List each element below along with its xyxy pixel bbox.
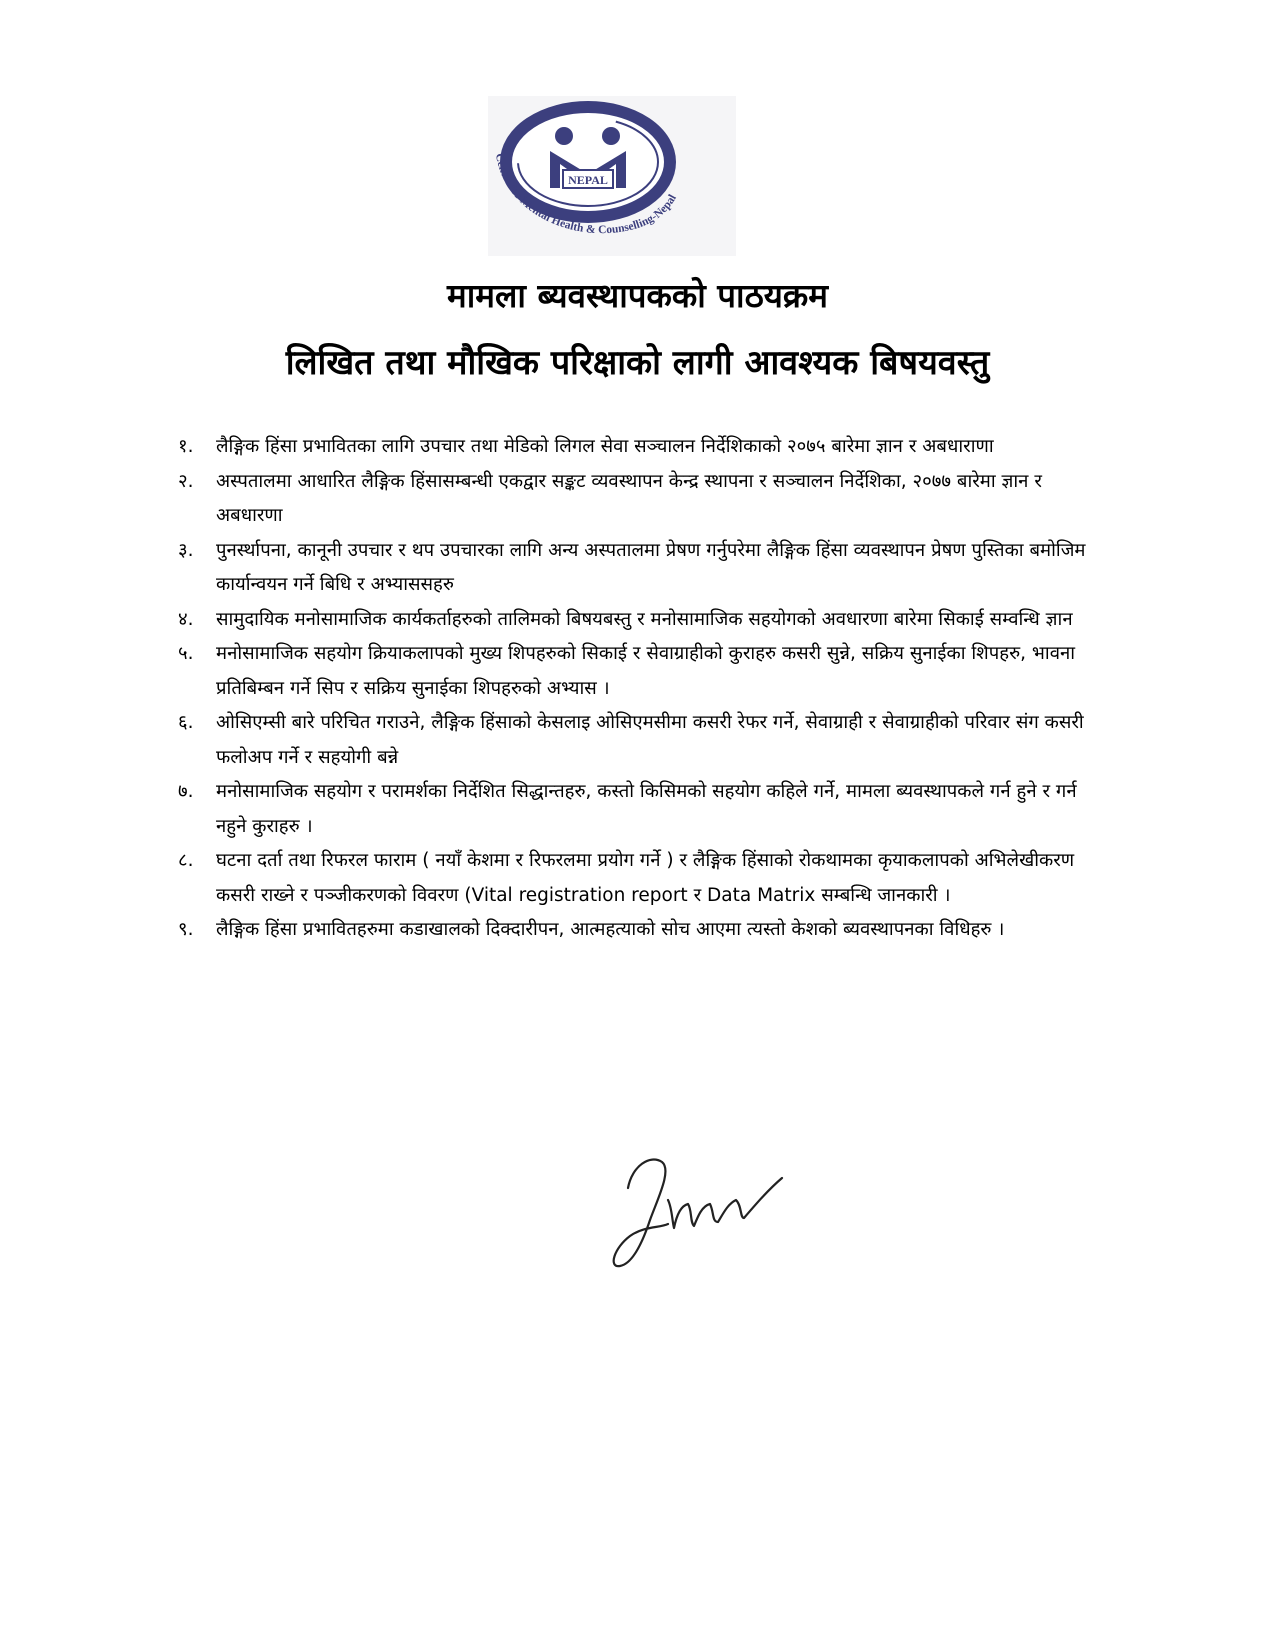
item-text: पुनर्स्थापना, कानूनी उपचार र थप उपचारका लागि अन्य अस्पतालमा प्रेषण गर्नुपरेमा लैङ्गिक हिंसा व्यवस्थापन प्रेषण पुस्तिका बमोजिम कार्यान्वयन गर्ने बिधि र अभ्याससहरु [216,539,1086,595]
item-number: ४. [178,608,194,630]
item-number: ७. [178,781,194,802]
syllabus-list [178,430,1098,948]
item-number: ६. [178,712,194,733]
list-item [178,775,1098,844]
list-item [178,465,1098,534]
item-text: लैङ्गिक हिंसा प्रभावितका लागि उपचार तथा मेडिको लिगल सेवा सञ्चालन निर्देशिकाको २०७५ बारेमा ज्ञान र अबधाराणा [216,436,994,457]
item-text: मनोसामाजिक सहयोग र परामर्शका निर्देशित सिद्धान्तहरु, कस्तो किसिमको सहयोग कहिले गर्ने, मामला ब्यवस्थापकले गर्न हुने र गर्न नहुने कुराहरु । [216,781,1077,837]
handwritten-signature [610,1148,800,1278]
list-item [178,844,1098,913]
page-title: मामला ब्यवस्थापकको पाठयक्रम [447,276,828,315]
list-item [178,534,1098,603]
item-text: घटना दर्ता तथा रिफरल फाराम ( नयाँ केशमा र रिफरलमा प्रयोग गर्ने ) र लैङ्गिक हिंसाको रोकथामका कृयाकलापको अभिलेखीकरण कसरी राख्ने र पञ्जीकरणको विवरण (Vital registration report र Data Matrix सम्बन्धि जानकारी । [216,850,1075,906]
item-number: १. [178,436,194,457]
list-item [178,603,1098,638]
item-text: मनोसामाजिक सहयोग क्रियाकलापको मुख्य शिपहरुको सिकाई र सेवाग्राहीको कुराहरु कसरी सुन्ने, सक्रिय सुनाईका शिपहरु, भावना प्रतिबिम्बन गर्ने सिप र सक्रिय सुनाईका शिपहरुको अभ्यास । [216,643,1076,699]
logo-emblem-text: NEPAL [568,173,608,187]
list-item [178,430,1098,465]
item-number: ८. [178,850,194,871]
item-number: २. [178,470,194,492]
item-text: अस्पतालमा आधारित लैङ्गिक हिंसासम्बन्धी एकद्वार सङ्कट व्यवस्थापन केन्द्र स्थापना र सञ्चालन निर्देशिका, २०७७ बारेमा ज्ञान र अबधारणा [216,470,1042,526]
item-text: सामुदायिक मनोसामाजिक कार्यकर्ताहरुको तालिमको बिषयबस्तु र मनोसामाजिक सहयोगको अवधारणा बारेमा सिकाई सम्वन्धि ज्ञान [216,608,1073,630]
list-item [178,706,1098,775]
list-item [178,913,1098,948]
organization-logo [488,96,736,256]
list-item [178,637,1098,706]
item-text: ओसिएम्सी बारे परिचित गराउने, लैङ्गिक हिंसाको केसलाइ ओसिएमसीमा कसरी रेफर गर्ने, सेवाग्राही र सेवाग्राहीको परिवार संग कसरी फलोअप गर्ने र सहयोगी बन्ने [216,712,1084,768]
item-number: ५. [178,643,194,664]
item-number: ९. [178,919,194,940]
page-subtitle: लिखित तथा मौखिक परिक्षाको लागी आवश्यक बिषयवस्तु [285,343,990,383]
logo-org-name: Centre for Mental Health & Counselling-Nepal [492,152,679,237]
item-text: लैङ्गिक हिंसा प्रभावितहरुमा कडाखालको दिक्दारीपन, आत्महत्याको सोच आएमा त्यस्तो केशको ब्यवस्थापनका विधिहरु । [216,919,1005,940]
item-number: ३. [178,539,194,561]
